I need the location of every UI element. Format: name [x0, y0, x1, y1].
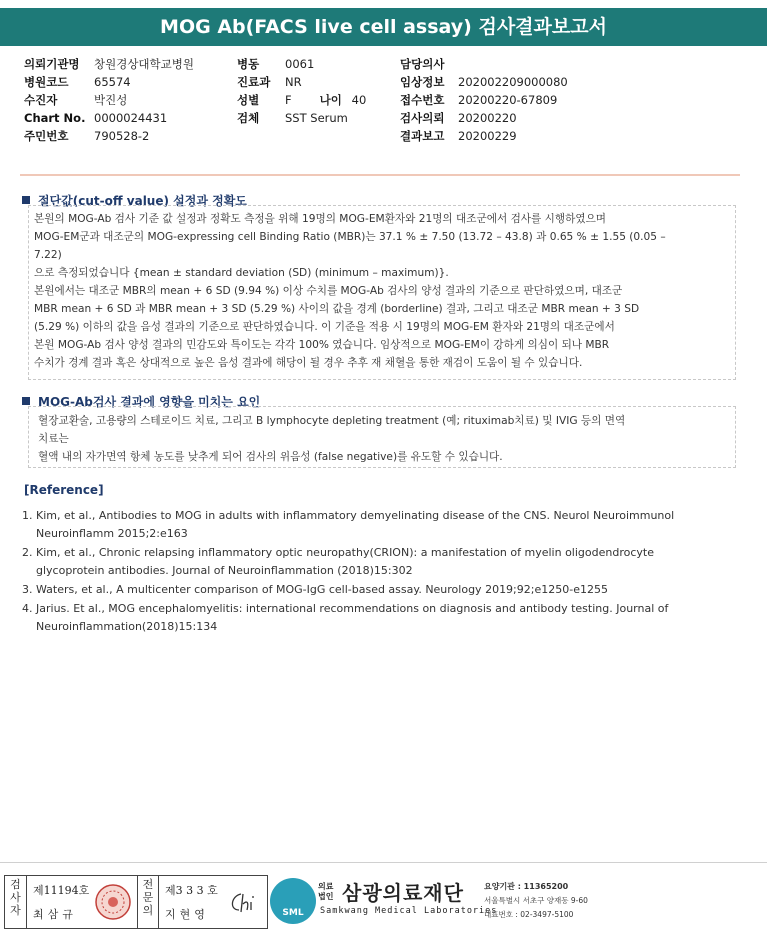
reference-line: Neuroinflammation(2018)15:134: [36, 620, 218, 633]
reference-line: Kim, et al., Antibodies to MOG in adults with inflammatory demyelinating disease of the CNS. Neurol Neuroimmunol: [36, 509, 675, 522]
seal-stamp-icon: [93, 882, 133, 922]
reference-heading: [Reference]: [24, 483, 104, 497]
reference-list: [22, 507, 722, 637]
info-key: 수진자: [24, 93, 58, 107]
body-line: 본원 MOG-Ab 검사 양성 결과의 민감도와 특이도는 각각 100% 였습니다. 임상적으로 MOG-EM이 강하게 의심이 되나 MBR: [34, 339, 610, 351]
info-row: [400, 73, 568, 91]
body-line: 7.22): [34, 249, 62, 261]
reference-item: [22, 600, 722, 636]
foundation-type: 의료법인: [318, 882, 334, 901]
info-key: 주민번호: [24, 129, 69, 143]
tester-name: 최삼규: [33, 908, 77, 921]
reference-item: [22, 581, 722, 599]
reference-number: 4.: [22, 602, 33, 615]
section-cutoff-title: 절단값(cut-off value) 설정과 정확도: [38, 194, 247, 208]
info-key: 의뢰기관명: [24, 57, 80, 71]
info-value: SST Serum: [285, 111, 348, 125]
info-row: [237, 109, 366, 127]
info-value: 65574: [94, 75, 131, 89]
report-title: MOG Ab(FACS live cell assay) 검사결과보고서: [0, 8, 767, 46]
info-key: 성별: [237, 93, 260, 107]
reference-line: Neuroinflamm 2015;2:e163: [36, 527, 188, 540]
foundation-english-name: Samkwang Medical Laboratories: [320, 906, 498, 916]
signature-icon: [227, 890, 263, 916]
reference-item: [22, 544, 722, 580]
footer-divider: [0, 862, 767, 863]
section-factors-title: MOG-Ab검사 결과에 영향을 미치는 요인: [38, 395, 261, 409]
age-value: 40: [351, 93, 367, 107]
info-row: [24, 109, 194, 127]
info-value: 20200229: [458, 129, 517, 143]
info-row: [237, 73, 366, 91]
info-value: 0000024431: [94, 111, 168, 125]
info-key: 접수번호: [400, 93, 445, 107]
info-key: Chart No.: [24, 111, 86, 125]
body-line: 본원의 MOG-Ab 검사 기준 값 설정과 정확도 측정을 위해 19명의 MOG-EM환자와 21명의 대조군에서 검사를 시행하였으며: [34, 213, 607, 225]
foundation-name: 삼광의료재단: [342, 881, 464, 905]
info-key: 병원코드: [24, 75, 69, 89]
info-row: [400, 55, 568, 73]
info-row: [24, 73, 194, 91]
reference-item: [22, 507, 722, 543]
info-row: [24, 91, 194, 109]
info-value: 20200220-67809: [458, 93, 558, 107]
section-factors-body: [38, 412, 728, 466]
sml-logo-icon: [270, 878, 316, 924]
info-key: 담당의사: [400, 57, 445, 71]
info-value: 202002209000080: [458, 75, 568, 89]
reference-number: 1.: [22, 509, 33, 522]
contact-info: [484, 880, 588, 922]
reference-line: Kim, et al., Chronic relapsing inflammatory optic neuropathy(CRION): a manifestation of myelin oligodendrocyte: [36, 546, 654, 559]
info-value: 20200220: [458, 111, 517, 125]
patient-info-column-1: [24, 55, 194, 145]
info-row: [400, 109, 568, 127]
square-bullet-icon: [22, 196, 30, 204]
specialist-label: 전문의: [137, 876, 159, 928]
info-row: [24, 55, 194, 73]
info-value: 창원경상대학교병원: [94, 57, 194, 71]
info-value: NR: [285, 75, 302, 89]
body-line: 혈액 내의 자가면역 항체 농도를 낮추게 되어 검사의 위음성 (false negative)를 유도할 수 있습니다.: [38, 451, 503, 463]
body-line: 혈장교환술, 고용량의 스테로이드 치료, 그리고 B lymphocyte depleting treatment (예; rituximab치료) 및 IVIG 등의 면역: [38, 415, 626, 427]
info-row: [237, 55, 366, 73]
reference-line: glycoprotein antibodies. Journal of Neuroinflammation (2018)15:302: [36, 564, 413, 577]
address: 서울특별시 서초구 양재동 9-60: [484, 896, 588, 905]
tester-license: 제11194호: [33, 884, 90, 897]
reference-number: 3.: [22, 583, 33, 596]
reference-line: Waters, et al., A multicenter comparison of MOG-IgG cell-based assay. Neurology 2019;92;e1250-e1255: [36, 583, 608, 596]
info-key: 검사의뢰: [400, 111, 445, 125]
info-value: 박진성: [94, 93, 128, 107]
square-bullet-icon: [22, 397, 30, 405]
phone-number: 대표번호 : 02-3497-5100: [484, 910, 574, 919]
body-line: 으로 측정되었습니다 {mean ± standard deviation (SD) (minimum – maximum)}.: [34, 267, 449, 279]
patient-info-column-2: [237, 55, 366, 127]
info-key: 검체: [237, 111, 260, 125]
info-key: 임상정보: [400, 75, 445, 89]
body-line: 치료는: [38, 433, 69, 445]
section-divider: [20, 174, 740, 176]
reference-number: 2.: [22, 546, 33, 559]
info-key: 결과보고: [400, 129, 445, 143]
body-line: MOG-EM군과 대조군의 MOG-expressing cell Binding Ratio (MBR)는 37.1 % ± 7.50 (13.72 – 43.8) 과 0.65 % ± 1.55 (0.05 –: [34, 231, 666, 243]
section-cutoff-body: [34, 210, 734, 372]
age-key: 나이: [319, 93, 342, 107]
info-row: [400, 91, 568, 109]
tester-label: 검사자: [5, 876, 27, 928]
patient-info-column-3: [400, 55, 568, 145]
info-value: F: [285, 93, 292, 107]
info-row: [24, 127, 194, 145]
info-value: 0061: [285, 57, 315, 71]
reference-line: Jarius. Et al., MOG encephalomyelitis: international recommendations on diagnosis and antibody testing. Journal of: [36, 602, 669, 615]
info-key: 병동: [237, 57, 260, 71]
specialist-name: 지현영: [165, 908, 209, 921]
body-line: 본원에서는 대조군 MBR의 mean + 6 SD (9.94 %) 이상 수치를 MOG-Ab 검사의 양성 결과의 기준으로 판단하였으며, 대조군: [34, 285, 623, 297]
info-row: [400, 127, 568, 145]
specialist-license: 제3 3 3 호: [165, 884, 218, 897]
body-line: (5.29 %) 이하의 값을 음성 결과의 기준으로 판단하였습니다. 이 기준을 적용 시 19명의 MOG-EM 환자와 21명의 대조군에서: [34, 321, 615, 333]
info-key: 진료과: [237, 75, 271, 89]
signature-box: [4, 875, 268, 929]
info-row: [237, 91, 366, 109]
info-value: 790528-2: [94, 129, 150, 143]
logo-text: SML: [282, 908, 304, 918]
institution-code: 요양기관 : 11365200: [484, 882, 569, 891]
body-line: MBR mean + 6 SD 과 MBR mean + 3 SD (5.29 %) 사이의 값을 경계 (borderline) 결과, 그리고 대조군 MBR mean + 3 SD: [34, 303, 640, 315]
body-line: 수치가 경계 결과 혹은 상대적으로 높은 음성 결과에 해당이 될 경우 추후 재 채혈을 통한 재검이 도움이 될 수 있습니다.: [34, 357, 583, 369]
